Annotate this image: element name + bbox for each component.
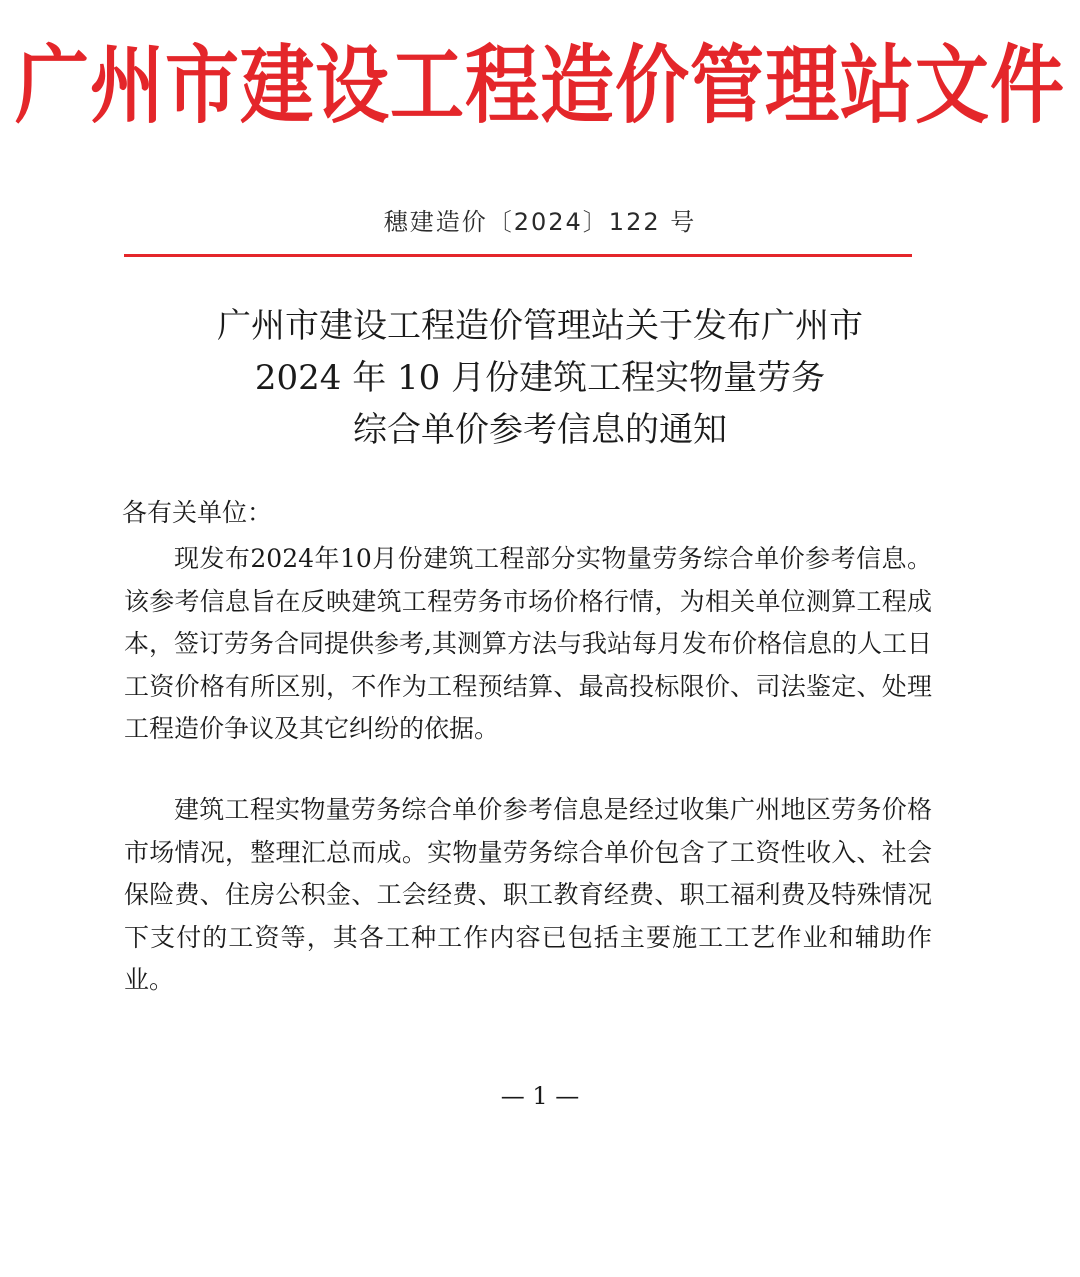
salutation: 各有关单位： bbox=[122, 498, 273, 527]
red-divider-line bbox=[124, 254, 912, 257]
body-paragraph-2: 建筑工程实物量劳务综合单价参考信息是经过收集广州地区劳务价格市场情况，整理汇总而成。实物量劳务综合单价包含了工资性收入、社会保险费、住房公积金、工会经费、职工教育经费、职工福利费及特殊情况下支付的工资等，其各工种工作内容已包括主要施工工艺作业和辅助作业。 bbox=[124, 795, 932, 995]
notice-title-line-2: 2024 年 10 月份建筑工程实物量劳务 bbox=[254, 358, 826, 398]
page-number: — 1 — bbox=[500, 1082, 580, 1110]
document-number: 穗建造价〔2024〕122 号 bbox=[383, 208, 697, 236]
notice-title-line-3: 综合单价参考信息的通知 bbox=[353, 410, 727, 450]
notice-title bbox=[60, 300, 1020, 456]
body-paragraph-1: 现发布2024年10月份建筑工程部分实物量劳务综合单价参考信息。该参考信息旨在反映建筑工程劳务市场价格行情，为相关单位测算工程成本，签订劳务合同提供参考,其测算方法与我站每月发布价格信息的人工日工资价格有所区别，不作为工程预结算、最高投标限价、司法鉴定、处理工程造价争议及其它纠纷的依据。 bbox=[124, 544, 932, 744]
masthead-title: 广州市建设工程造价管理站文件 bbox=[15, 36, 1065, 136]
notice-title-line-1: 广州市建设工程造价管理站关于发布广州市 bbox=[217, 306, 863, 346]
